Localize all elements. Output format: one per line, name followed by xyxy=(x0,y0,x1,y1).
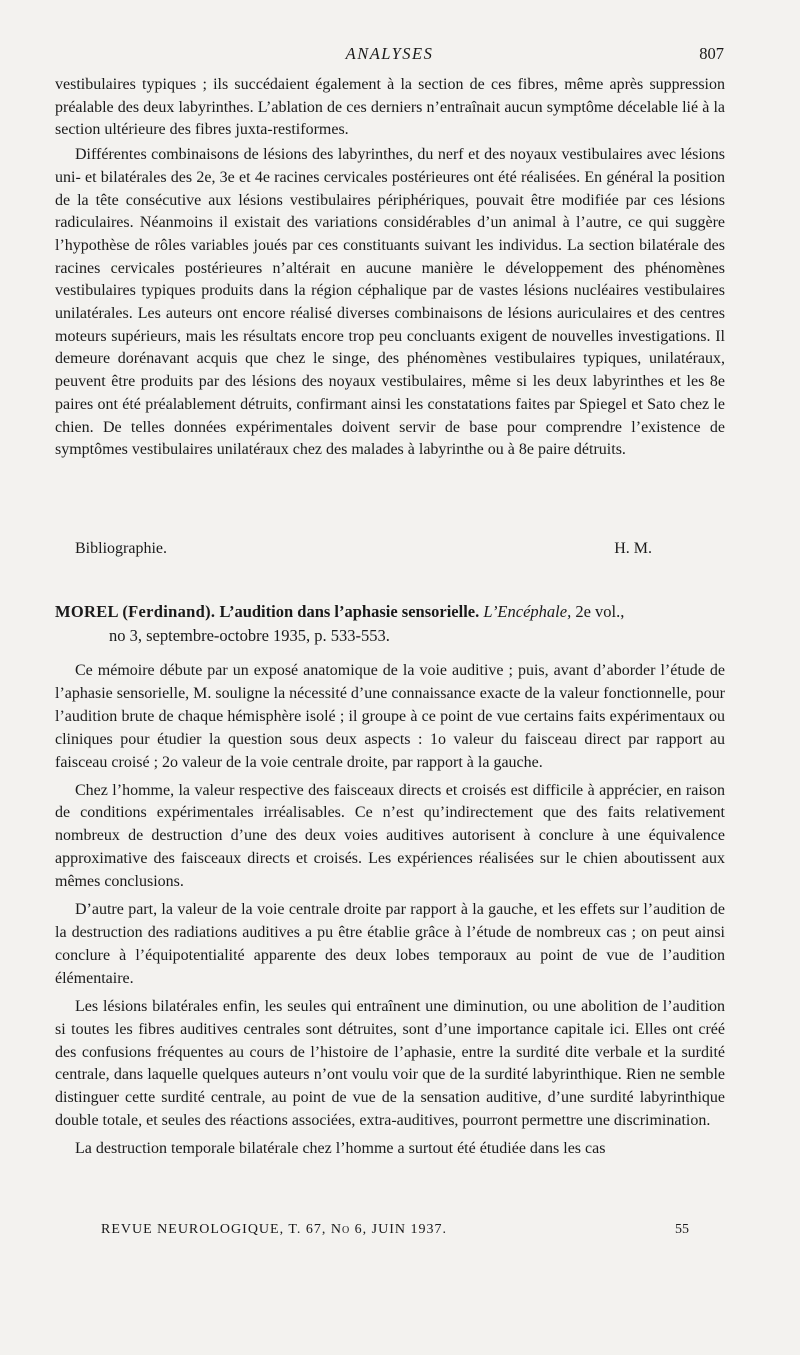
journal-info: REVUE NEUROLOGIQUE, T. 67, No 6, JUIN 1937. xyxy=(101,1222,448,1237)
review-author: MOREL (Ferdinand). xyxy=(55,602,216,621)
paragraph: vestibulaires typiques ; ils succédaient également à la section de ces fibres, même après suppression préalable des deux labyrinthes. L’ablation de ces derniers n’entraînait aucun symptôme décelable lié à la section ultérieure des fibres juxta-restiformes. xyxy=(55,76,725,139)
paragraph: Chez l’homme, la valeur respective des faisceaux directs et croisés est difficile à apprécier, en raison de conditions expérimentales irréalisables. Ce n’est qu’indirectement que des faits relativement nombreux de destruction d’une des deux voies auditives autorisent à conclure à une équivalence approximative des faisceaux directs et croisés. Les expériences réalisées sur le chien aboutissent aux mêmes conclusions. xyxy=(55,781,725,891)
running-header xyxy=(55,44,724,66)
review-heading xyxy=(55,600,725,648)
running-title: ANALYSES xyxy=(345,44,434,63)
bibliography-label: Bibliographie. xyxy=(75,540,167,557)
paragraph: D’autre part, la valeur de la voie centrale droite par rapport à la gauche, et les effets sur l’audition de la destruction des radiations auditives a pu être établie grâce à l’étude de nombreux cas ; on peut ainsi conclure à l’équipotentialité apparente des deux lobes temporaux au point de vue de l’audition élémentaire. xyxy=(55,901,725,987)
review-journal: L’Encéphale, xyxy=(483,602,572,621)
page-footer xyxy=(55,1222,725,1242)
reviewer-signature: H. M. xyxy=(614,540,652,557)
page-number: 807 xyxy=(699,44,724,63)
paragraph: La destruction temporale bilatérale chez l’homme a surtout été étudiée dans les cas xyxy=(75,1140,606,1158)
review-citation-line-1 xyxy=(55,600,725,624)
first-article-body xyxy=(55,74,725,464)
paragraph: Les lésions bilatérales enfin, les seules qui entraînent une diminution, ou une abolition de l’audition si toutes les fibres auditives centrales sont détruites, sont d’une importance capitale ici. Elles ont créé des confusions fréquentes au cours de l’histoire de l’aphasie, entre la surdité dite verbale et la surdité centrale, dans laquelle quelques auteurs n’ont voulu voir que de la surdité labyrinthique. Rien ne semble distinguer cette surdité centrale, au point de vue de la sensation auditive, d’une surdité labyrinthique double totale, et seules des réactions associées, extra-auditives, pourront permettre une discrimination. xyxy=(55,997,725,1130)
signature-number: 55 xyxy=(675,1222,689,1237)
review-title: L’audition dans l’aphasie sensorielle. xyxy=(219,602,480,621)
second-article-body xyxy=(55,660,725,1166)
paragraph: Ce mémoire débute par un exposé anatomique de la voie auditive ; puis, avant d’aborder l’étude de l’aphasie sensorielle, M. souligne la nécessité d’une connaissance exacte de la valeur fonctionnelle, pour l’audition brute de chaque hémisphère isolé ; il groupe à ce point de vue certains faits expérimentaux ou cliniques pour étudier la question sous deux aspects : 1o valeur du faisceau direct par rapport au faisceau croisé ; 2o valeur de la voie centrale droite, par rapport à la gauche. xyxy=(55,662,725,771)
review-volume: 2e vol., xyxy=(575,602,625,621)
review-citation-line-2: no 3, septembre-octobre 1935, p. 533-553. xyxy=(109,626,390,645)
paragraph: Différentes combinaisons de lésions des labyrinthes, du nerf et des noyaux vestibulaires avec lésions uni- et bilatérales des 2e, 3e et 4e racines cervicales postérieures ont été réalisées. En général la position de la tête consécutive aux lésions vestibulaires périphériques, pouvait être modifiée par ces lésions radiculaires. Néanmoins il existait des variations considérables d’un animal à l’autre, ce qui suggère l’hypothèse de rôles variables joués par ces constituants suivant les individus. La section bilatérale des racines cervicales postérieures n’altérait en aucune manière le développement des phénomènes vestibulaires typiques produits dans la région céphalique par de vastes lésions nucléaires vestibulaires unilatérales. Les auteurs ont encore réalisé diverses combinaisons de lésions auriculaires et des centres moteurs supérieurs, mais les résultats encore trop peu concluants exigent de nouvelles investigations. Il demeure dorénavant acquis que chez le singe, des phénomènes vestibulaires typiques, unilatéraux, peuvent être produits par des lésions des noyaux vestibulaires, même si les deux labyrinthes et les 8e paires ont été préalablement détruits, confirmant ainsi les constatations faites par Spiegel et Sato chez le chien. De telles données expérimentales doivent servir de base pour comprendre l’existence de symptômes vestibulaires unilatéraux chez des malades à labyrinthe ou à 8e paire détruits. xyxy=(55,146,725,459)
